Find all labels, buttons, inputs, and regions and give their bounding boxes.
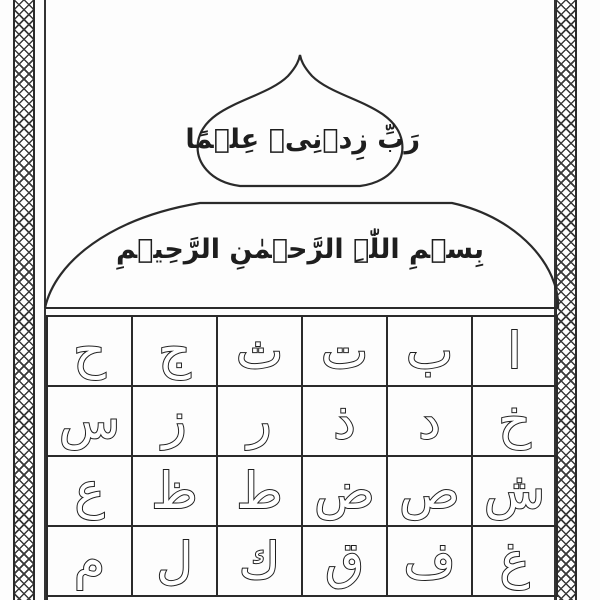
letter-cell (473, 387, 558, 457)
letter-cell (388, 387, 473, 457)
dua-heading: رَبِّ زِدۡنِیۡ عِلۡمًا (185, 124, 420, 155)
letter-glyph: ر (247, 392, 272, 450)
letter-cell (388, 527, 473, 597)
letter-cell (473, 317, 558, 387)
letter-glyph: ش (483, 462, 546, 520)
letter-glyph: ذ (333, 392, 356, 450)
letter-cell (218, 317, 303, 387)
letter-glyph: ص (399, 462, 460, 520)
letter-cell (48, 387, 133, 457)
letter-glyph: ك (238, 532, 281, 590)
letter-cell (218, 527, 303, 597)
letter-cell (303, 527, 388, 597)
letter-cell (388, 317, 473, 387)
letter-glyph: ف (403, 532, 456, 590)
letter-glyph: ع (74, 462, 105, 520)
letter-glyph: ب (405, 322, 454, 380)
letter-glyph: ز (162, 392, 187, 450)
letter-cell (48, 527, 133, 597)
letter-glyph: ت (320, 322, 369, 380)
letter-cell (133, 527, 218, 597)
letter-cell (473, 527, 558, 597)
letter-cell (133, 457, 218, 527)
letter-glyph: ج (158, 322, 191, 380)
letter-glyph: ظ (151, 462, 198, 520)
letter-glyph: د (418, 392, 441, 450)
letter-glyph: غ (499, 532, 530, 590)
letter-glyph: ق (325, 532, 364, 590)
letter-glyph: ض (314, 462, 375, 520)
basmala-heading: بِسۡمِ اللّٰہِ الرَّحۡمٰنِ الرَّحِیۡمِ (115, 234, 485, 265)
letter-cell (48, 457, 133, 527)
letter-glyph: ل (156, 532, 193, 590)
cupola-outline (198, 55, 403, 186)
letter-glyph: س (58, 392, 121, 450)
letter-glyph: ث (235, 322, 284, 380)
letter-cell (388, 457, 473, 527)
letter-cell (218, 387, 303, 457)
letter-cell (303, 457, 388, 527)
letter-glyph: ط (236, 462, 283, 520)
letter-cell (133, 387, 218, 457)
letter-cell (303, 317, 388, 387)
letter-cell (133, 317, 218, 387)
letter-cell (218, 457, 303, 527)
letter-cell (48, 317, 133, 387)
letter-glyph: خ (498, 392, 531, 450)
letter-glyph: ا (507, 322, 522, 380)
letter-glyph: ح (73, 322, 106, 380)
letter-cell (303, 387, 388, 457)
alphabet-grid (46, 315, 558, 600)
letter-cell (473, 457, 558, 527)
letter-glyph: م (74, 532, 105, 590)
